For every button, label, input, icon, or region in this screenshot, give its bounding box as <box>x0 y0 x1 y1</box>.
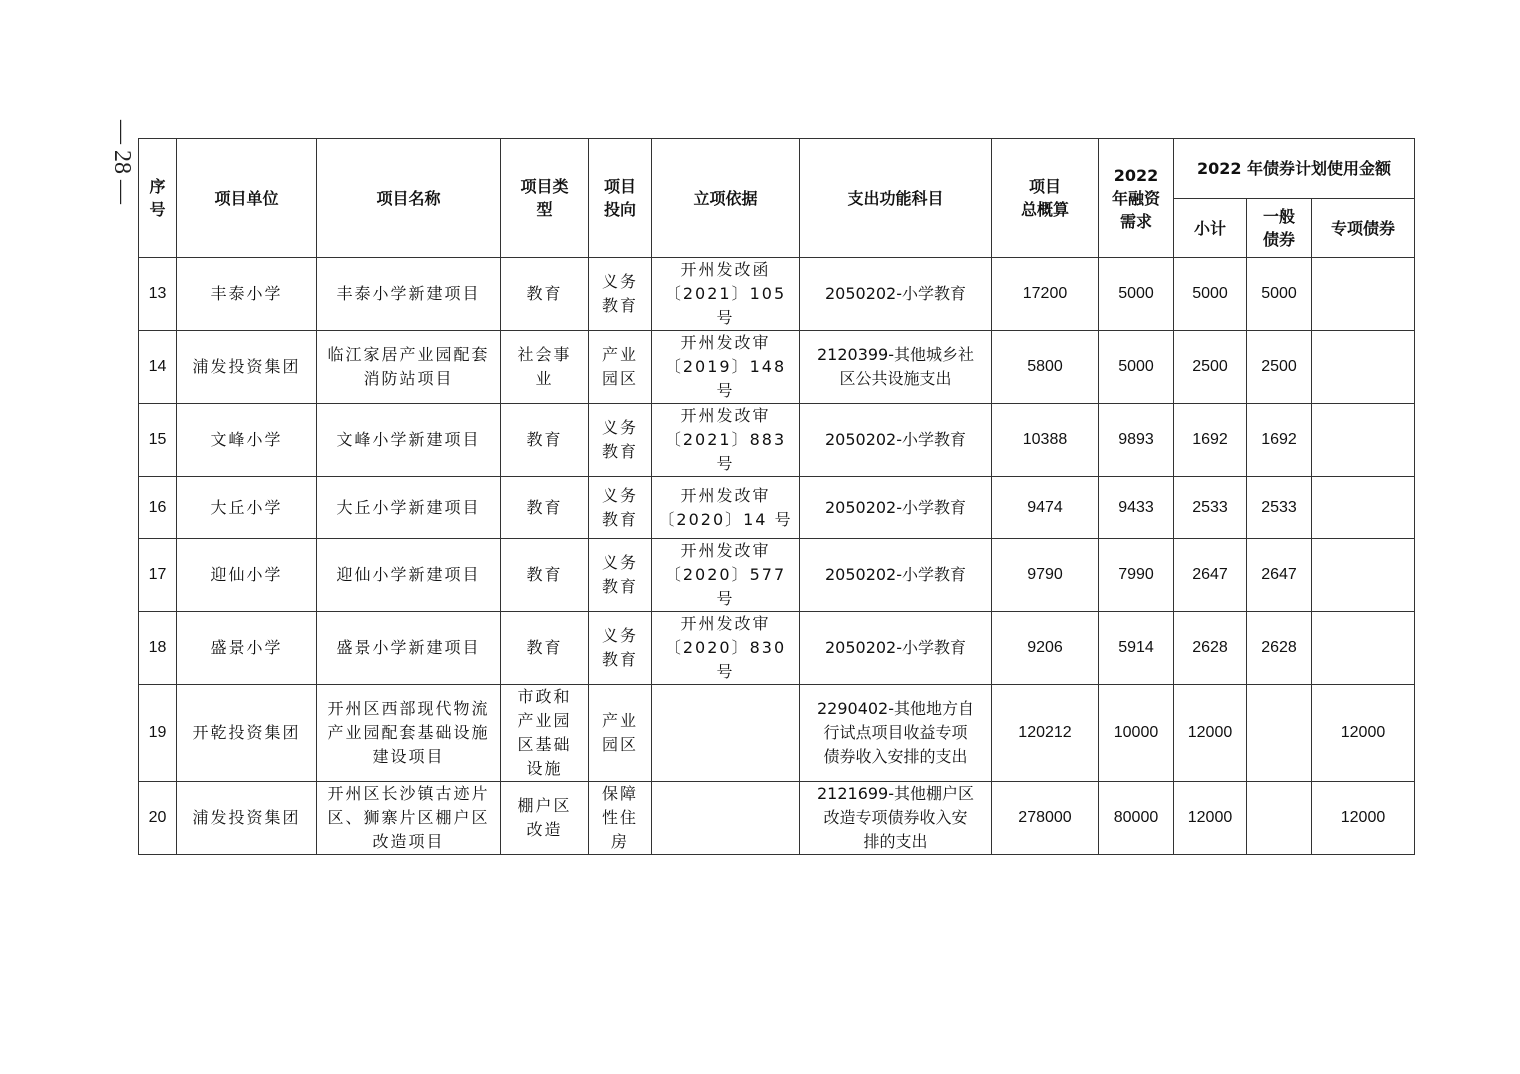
cell-subtotal: 5000 <box>1174 258 1247 331</box>
cell-subject: 2050202-小学教育 <box>800 258 992 331</box>
cell-unit: 盛景小学 <box>177 612 317 685</box>
cell-financing: 10000 <box>1099 685 1174 782</box>
cell-type: 教育 <box>501 539 589 612</box>
cell-subtotal: 2533 <box>1174 477 1247 539</box>
cell-basis: 开州发改审 〔2020〕830 号 <box>652 612 800 685</box>
header-subtotal: 小计 <box>1174 199 1247 258</box>
cell-total: 9790 <box>992 539 1099 612</box>
cell-subtotal: 2500 <box>1174 331 1247 404</box>
cell-type: 教育 <box>501 258 589 331</box>
cell-financing: 5000 <box>1099 331 1174 404</box>
cell-direction: 义务 教育 <box>589 258 652 331</box>
cell-basis <box>652 685 800 782</box>
cell-subject: 2050202-小学教育 <box>800 404 992 477</box>
cell-name: 开州区西部现代物流 产业园配套基础设施 建设项目 <box>317 685 501 782</box>
cell-subtotal: 2628 <box>1174 612 1247 685</box>
cell-general: 2647 <box>1247 539 1312 612</box>
table-header <box>139 139 1415 258</box>
cell-type: 教育 <box>501 477 589 539</box>
header-basis: 立项依据 <box>652 139 800 258</box>
cell-seq: 18 <box>139 612 177 685</box>
cell-type: 社会事 业 <box>501 331 589 404</box>
table-row <box>139 782 1415 855</box>
header-bond-group: 2022 年债券计划使用金额 <box>1174 139 1415 199</box>
cell-name: 开州区长沙镇古迹片 区、狮寨片区棚户区 改造项目 <box>317 782 501 855</box>
cell-name: 文峰小学新建项目 <box>317 404 501 477</box>
cell-subject: 2120399-其他城乡社 区公共设施支出 <box>800 331 992 404</box>
cell-basis: 开州发改审 〔2020〕577 号 <box>652 539 800 612</box>
cell-unit: 文峰小学 <box>177 404 317 477</box>
cell-direction: 保障 性住 房 <box>589 782 652 855</box>
cell-total: 9206 <box>992 612 1099 685</box>
cell-financing: 9893 <box>1099 404 1174 477</box>
cell-financing: 9433 <box>1099 477 1174 539</box>
cell-general: 2533 <box>1247 477 1312 539</box>
cell-financing: 7990 <box>1099 539 1174 612</box>
table-row <box>139 612 1415 685</box>
cell-subject: 2050202-小学教育 <box>800 477 992 539</box>
cell-direction: 产业 园区 <box>589 685 652 782</box>
cell-special <box>1312 404 1415 477</box>
cell-subject: 2050202-小学教育 <box>800 539 992 612</box>
cell-financing: 5914 <box>1099 612 1174 685</box>
cell-type: 教育 <box>501 612 589 685</box>
cell-total: 278000 <box>992 782 1099 855</box>
cell-unit: 迎仙小学 <box>177 539 317 612</box>
cell-subject: 2050202-小学教育 <box>800 612 992 685</box>
cell-special <box>1312 612 1415 685</box>
cell-general: 5000 <box>1247 258 1312 331</box>
cell-seq: 15 <box>139 404 177 477</box>
cell-total: 120212 <box>992 685 1099 782</box>
cell-unit: 大丘小学 <box>177 477 317 539</box>
cell-special <box>1312 477 1415 539</box>
header-direction: 项目 投向 <box>589 139 652 258</box>
header-type: 项目类 型 <box>501 139 589 258</box>
cell-subtotal: 2647 <box>1174 539 1247 612</box>
cell-general <box>1247 782 1312 855</box>
header-unit: 项目单位 <box>177 139 317 258</box>
cell-subject: 2290402-其他地方自 行试点项目收益专项 债券收入安排的支出 <box>800 685 992 782</box>
cell-unit: 开乾投资集团 <box>177 685 317 782</box>
cell-total: 10388 <box>992 404 1099 477</box>
cell-direction: 义务 教育 <box>589 612 652 685</box>
table-row <box>139 258 1415 331</box>
cell-seq: 14 <box>139 331 177 404</box>
header-special: 专项债券 <box>1312 199 1415 258</box>
cell-total: 17200 <box>992 258 1099 331</box>
cell-seq: 16 <box>139 477 177 539</box>
table-row <box>139 477 1415 539</box>
cell-general: 2500 <box>1247 331 1312 404</box>
cell-unit: 浦发投资集团 <box>177 782 317 855</box>
cell-total: 5800 <box>992 331 1099 404</box>
cell-basis <box>652 782 800 855</box>
cell-general: 1692 <box>1247 404 1312 477</box>
header-financing: 2022 年融资 需求 <box>1099 139 1174 258</box>
header-subject: 支出功能科目 <box>800 139 992 258</box>
header-total: 项目 总概算 <box>992 139 1099 258</box>
header-general: 一般 债券 <box>1247 199 1312 258</box>
cell-type: 市政和 产业园 区基础 设施 <box>501 685 589 782</box>
cell-special: 12000 <box>1312 685 1415 782</box>
cell-financing: 80000 <box>1099 782 1174 855</box>
table-row <box>139 404 1415 477</box>
table-row <box>139 331 1415 404</box>
header-name: 项目名称 <box>317 139 501 258</box>
table-body <box>139 258 1415 855</box>
cell-basis: 开州发改审 〔2020〕14 号 <box>652 477 800 539</box>
cell-direction: 产业 园区 <box>589 331 652 404</box>
cell-seq: 17 <box>139 539 177 612</box>
cell-unit: 丰泰小学 <box>177 258 317 331</box>
cell-direction: 义务 教育 <box>589 477 652 539</box>
cell-subject: 2121699-其他棚户区 改造专项债券收入安 排的支出 <box>800 782 992 855</box>
cell-seq: 19 <box>139 685 177 782</box>
cell-basis: 开州发改审 〔2021〕883 号 <box>652 404 800 477</box>
cell-name: 盛景小学新建项目 <box>317 612 501 685</box>
header-seq: 序 号 <box>139 139 177 258</box>
cell-name: 大丘小学新建项目 <box>317 477 501 539</box>
cell-general: 2628 <box>1247 612 1312 685</box>
cell-general <box>1247 685 1312 782</box>
cell-unit: 浦发投资集团 <box>177 331 317 404</box>
cell-direction: 义务 教育 <box>589 404 652 477</box>
table-row <box>139 539 1415 612</box>
cell-financing: 5000 <box>1099 258 1174 331</box>
table-row <box>139 685 1415 782</box>
project-bond-table <box>138 138 1415 855</box>
cell-basis: 开州发改函 〔2021〕105 号 <box>652 258 800 331</box>
cell-seq: 13 <box>139 258 177 331</box>
cell-subtotal: 1692 <box>1174 404 1247 477</box>
cell-total: 9474 <box>992 477 1099 539</box>
cell-type: 教育 <box>501 404 589 477</box>
cell-special: 12000 <box>1312 782 1415 855</box>
cell-seq: 20 <box>139 782 177 855</box>
cell-name: 丰泰小学新建项目 <box>317 258 501 331</box>
cell-special <box>1312 258 1415 331</box>
cell-name: 临江家居产业园配套 消防站项目 <box>317 331 501 404</box>
cell-subtotal: 12000 <box>1174 685 1247 782</box>
cell-name: 迎仙小学新建项目 <box>317 539 501 612</box>
cell-type: 棚户区 改造 <box>501 782 589 855</box>
cell-direction: 义务 教育 <box>589 539 652 612</box>
page-number: — 28 — <box>109 120 136 204</box>
cell-special <box>1312 331 1415 404</box>
cell-basis: 开州发改审 〔2019〕148 号 <box>652 331 800 404</box>
cell-special <box>1312 539 1415 612</box>
cell-subtotal: 12000 <box>1174 782 1247 855</box>
